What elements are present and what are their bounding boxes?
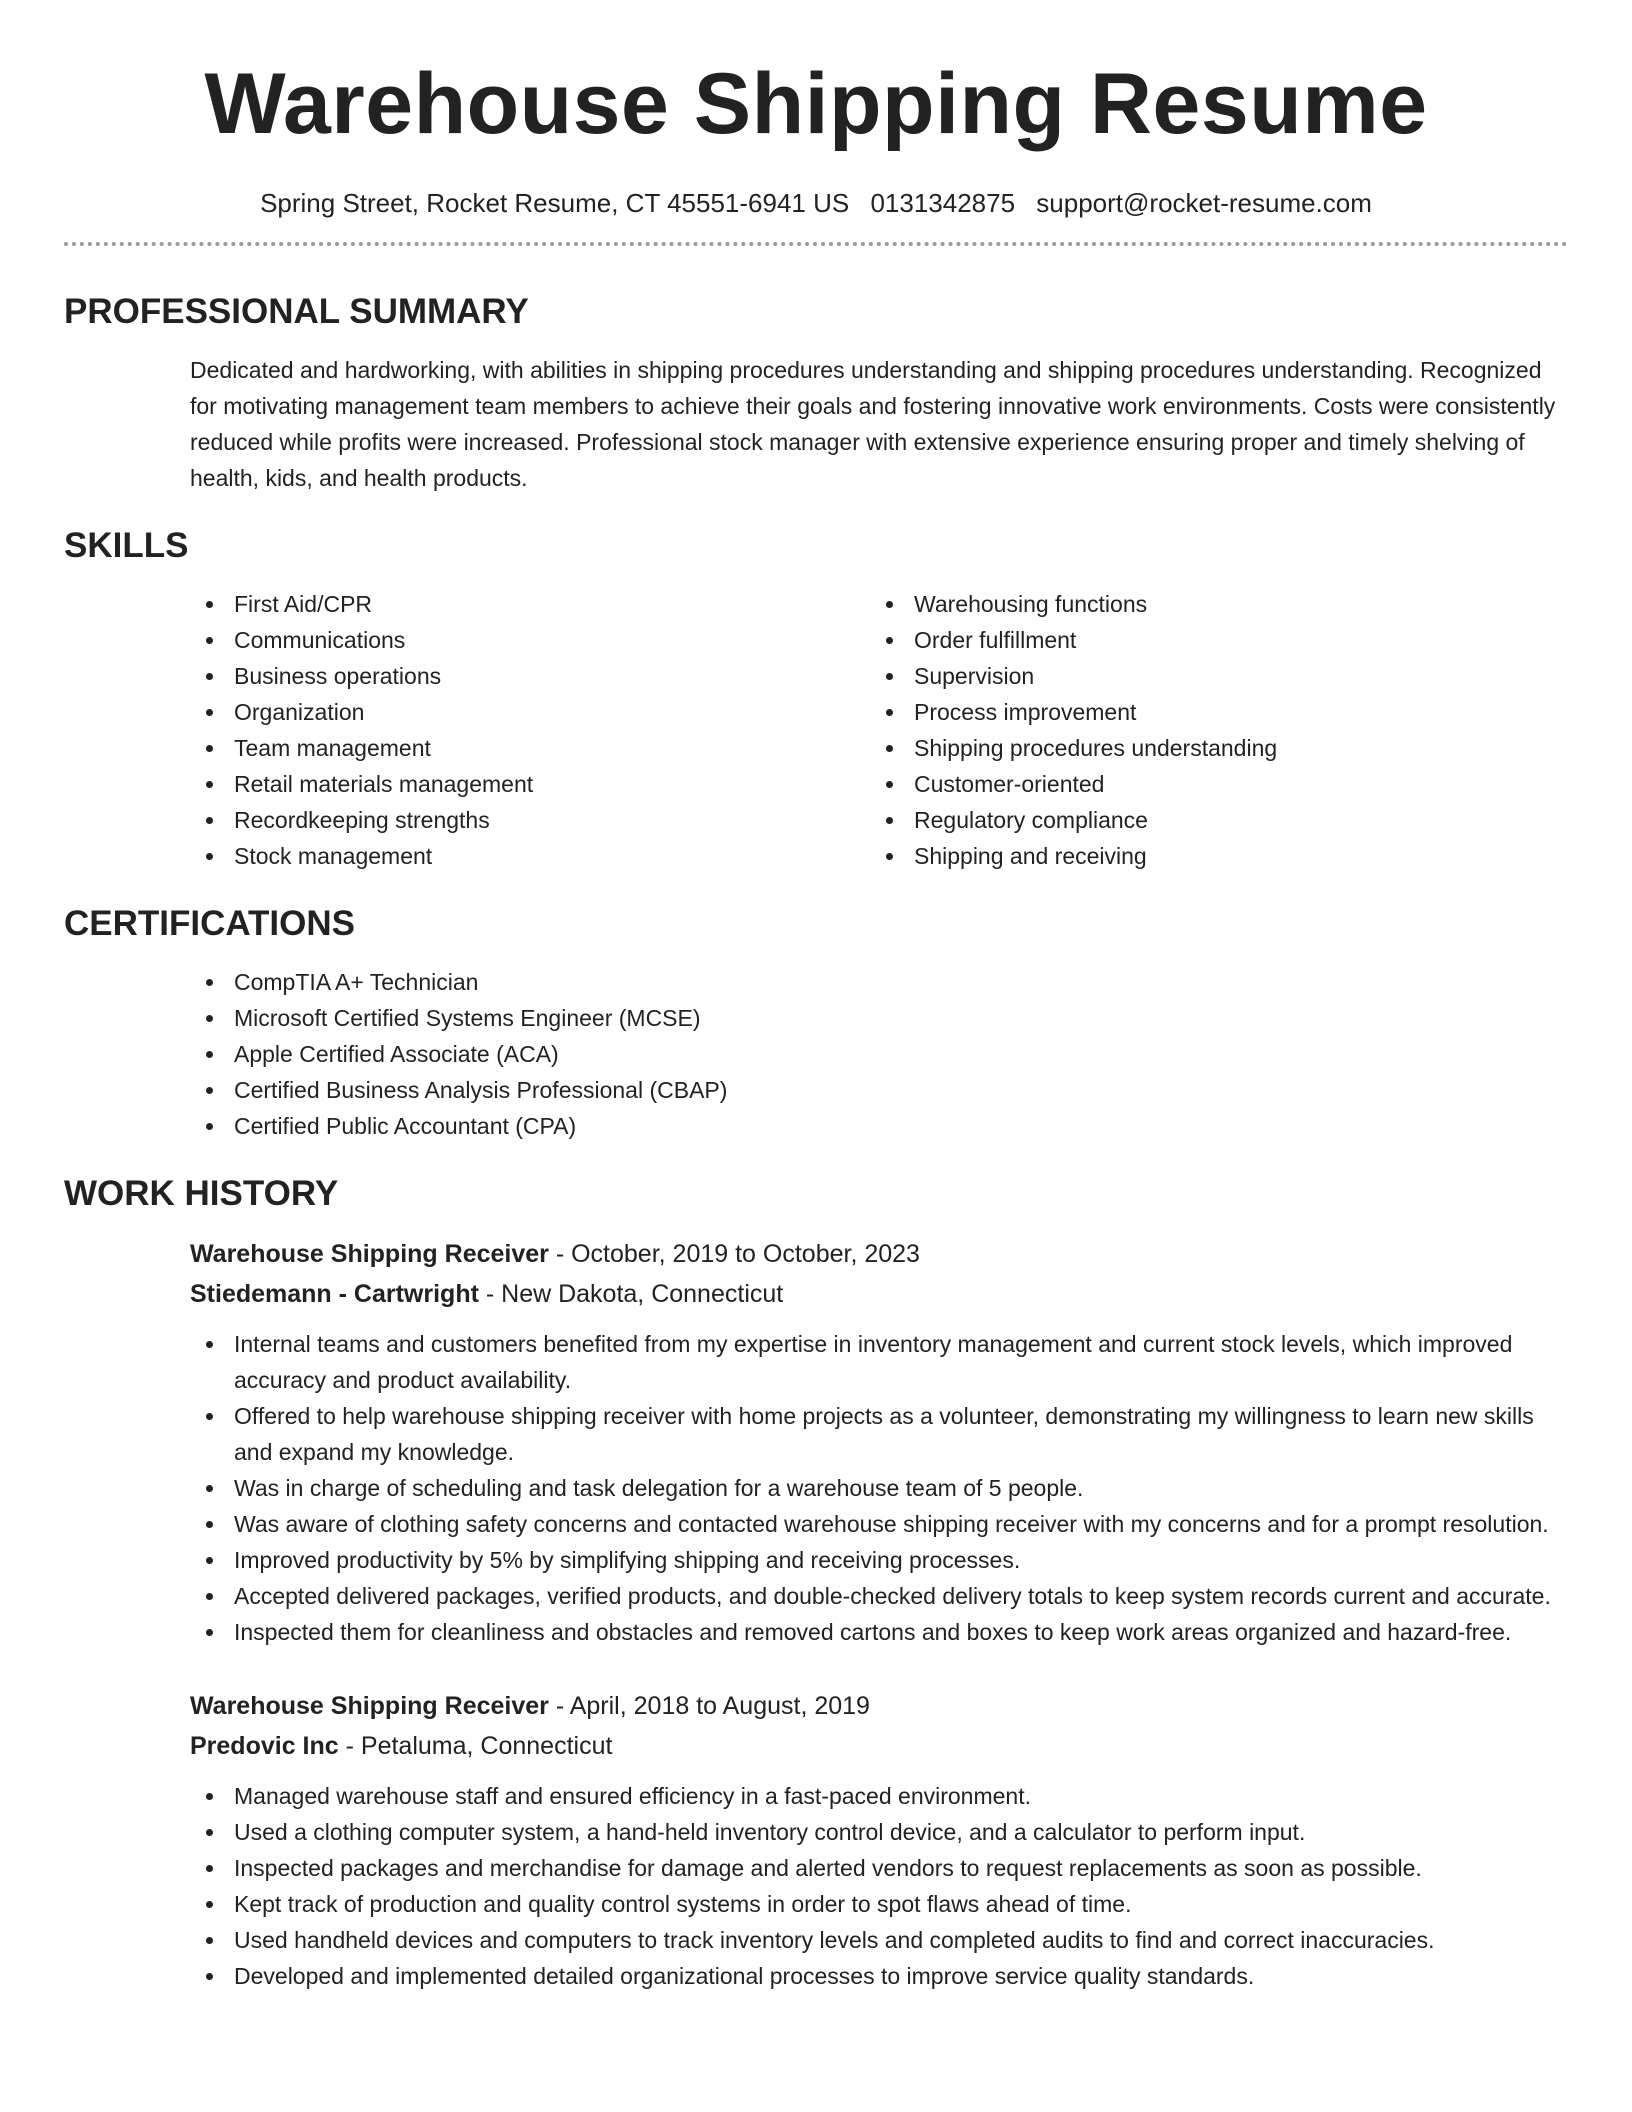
job-bullet: Developed and implemented detailed organizational processes to improve service quality standards.	[190, 1958, 1568, 1994]
skill-item: Shipping and receiving	[870, 838, 1550, 874]
job-company-line	[190, 1726, 1568, 1766]
certification-item: Microsoft Certified Systems Engineer (MCSE)	[190, 1000, 1568, 1036]
skill-item: Process improvement	[870, 694, 1550, 730]
skill-item: Communications	[190, 622, 870, 658]
job-company-line	[190, 1274, 1568, 1314]
job-company: Stiedemann - Cartwright	[190, 1280, 479, 1308]
skill-item: Stock management	[190, 838, 870, 874]
skill-item: Recordkeeping strengths	[190, 802, 870, 838]
certification-item: Certified Business Analysis Professional (CBAP)	[190, 1072, 1568, 1108]
certification-item: Apple Certified Associate (ACA)	[190, 1036, 1568, 1072]
skill-item: Shipping procedures understanding	[870, 730, 1550, 766]
certification-item: CompTIA A+ Technician	[190, 964, 1568, 1000]
job-bullet: Was aware of clothing safety concerns and contacted warehouse shipping receiver with my concerns and for a prompt resolution.	[190, 1506, 1568, 1542]
skills-title: SKILLS	[64, 526, 189, 565]
header-divider	[64, 242, 1568, 246]
skills-list	[190, 586, 1568, 874]
job-bullet: Internal teams and customers benefited from my expertise in inventory management and current stock levels, which improved accuracy and product availability.	[190, 1326, 1568, 1398]
certifications-list	[190, 964, 1568, 1144]
job-bullet: Used handheld devices and computers to track inventory levels and completed audits to find and correct inaccuracies.	[190, 1922, 1568, 1958]
job-bullet: Inspected them for cleanliness and obstacles and removed cartons and boxes to keep work areas organized and hazard-free.	[190, 1614, 1568, 1650]
job-bullets	[190, 1326, 1568, 1650]
job-bullet: Offered to help warehouse shipping receiver with home projects as a volunteer, demonstrating my willingness to learn new skills and expand my knowledge.	[190, 1398, 1568, 1470]
contact-address: Spring Street, Rocket Resume, CT 45551-6941 US	[260, 188, 850, 218]
job-bullets	[190, 1778, 1568, 1994]
skills-column-left	[190, 586, 870, 874]
job-role: Warehouse Shipping Receiver	[190, 1692, 549, 1720]
skill-item: Regulatory compliance	[870, 802, 1550, 838]
skill-item: Customer-oriented	[870, 766, 1550, 802]
job-dates: - April, 2018 to August, 2019	[548, 1692, 870, 1720]
skill-item: First Aid/CPR	[190, 586, 870, 622]
certification-item: Certified Public Accountant (CPA)	[190, 1108, 1568, 1144]
job-entry	[190, 1686, 1568, 1994]
work-history-title: WORK HISTORY	[64, 1174, 339, 1213]
job-company: Predovic Inc	[190, 1732, 339, 1760]
job-role: Warehouse Shipping Receiver	[190, 1240, 549, 1268]
certifications-title: CERTIFICATIONS	[64, 904, 356, 943]
resume-name: Warehouse Shipping Resume	[204, 56, 1428, 152]
summary-text: Dedicated and hardworking, with abilities in shipping procedures understanding and shipping procedures understanding. Recognized for motivating management team members to achieve their goals and fostering innovative work environments. Costs were consistently reduced while profits were increased. Professional stock manager with extensive experience ensuring proper and timely shelving of health, kids, and health products.	[190, 357, 1556, 491]
job-location: - New Dakota, Connecticut	[478, 1280, 784, 1308]
contact-line	[64, 188, 1568, 218]
skill-item: Team management	[190, 730, 870, 766]
job-location: - Petaluma, Connecticut	[338, 1732, 613, 1760]
skill-item: Retail materials management	[190, 766, 870, 802]
skill-item: Warehousing functions	[870, 586, 1550, 622]
skills-column-right	[870, 586, 1550, 874]
contact-email: support@rocket-resume.com	[1036, 188, 1372, 218]
job-dates: - October, 2019 to October, 2023	[548, 1240, 920, 1268]
job-bullet: Accepted delivered packages, verified products, and double-checked delivery totals to keep system records current and accurate.	[190, 1578, 1568, 1614]
skill-item: Organization	[190, 694, 870, 730]
resume-page	[64, 0, 1568, 1994]
summary-title: PROFESSIONAL SUMMARY	[64, 292, 529, 331]
job-title-line	[190, 1686, 1568, 1726]
job-bullet: Used a clothing computer system, a hand-held inventory control device, and a calculator to perform input.	[190, 1814, 1568, 1850]
job-entry	[190, 1234, 1568, 1650]
job-title-line	[190, 1234, 1568, 1274]
skill-item: Supervision	[870, 658, 1550, 694]
skill-item: Business operations	[190, 658, 870, 694]
contact-phone: 0131342875	[870, 188, 1016, 218]
skill-item: Order fulfillment	[870, 622, 1550, 658]
job-bullet: Improved productivity by 5% by simplifying shipping and receiving processes.	[190, 1542, 1568, 1578]
job-bullet: Inspected packages and merchandise for damage and alerted vendors to request replacements as soon as possible.	[190, 1850, 1568, 1886]
job-bullet: Managed warehouse staff and ensured efficiency in a fast-paced environment.	[190, 1778, 1568, 1814]
job-bullet: Was in charge of scheduling and task delegation for a warehouse team of 5 people.	[190, 1470, 1568, 1506]
job-bullet: Kept track of production and quality control systems in order to spot flaws ahead of time.	[190, 1886, 1568, 1922]
